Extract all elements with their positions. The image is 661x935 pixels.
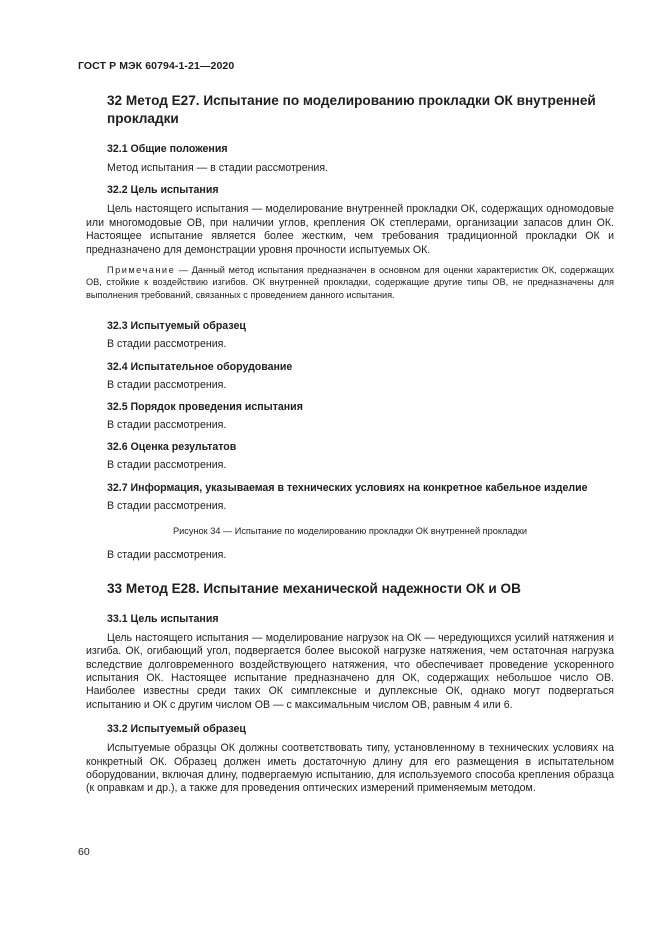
section-32-7-heading: 32.7 Информация, указываемая в технических условиях на конкретное кабельное изделие <box>107 481 588 494</box>
figure-34-caption: Рисунок 34 — Испытание по моделированию прокладки ОК внутренней прокладки <box>173 526 527 537</box>
note-text: — Данный метод испытания предназначен в основном для оценки характеристик ОК, содержащих ОВ, стойкие к воздействию изгибов. ОК внутренней прокладки, содержащие другие типы ОВ, не предназначены для выполнения требований, связанных с проведением данного испытания. <box>86 265 614 300</box>
note-label: Примечание <box>107 265 176 276</box>
document-header: ГОСТ Р МЭК 60794-1-21—2020 <box>78 60 235 72</box>
section-33-1-heading: 33.1 Цель испытания <box>107 612 219 625</box>
section-33-2-text: Испытуемые образцы ОК должны соответствовать типу, установленному в технических условиях на конкретный ОК. Образец должен иметь достаточную длину для его размещения в испытательном оборудовании, включая длину, подвергаемую испытанию, для используемого способа крепления образца (к оправкам и др.), а также для проведения оптических измерений применяемым методом. <box>86 742 614 795</box>
section-32-3-text: В стадии рассмотрения. <box>107 338 227 351</box>
section-32-title: 32 Метод Е27. Испытание по моделированию прокладки ОК внутренней прокладки <box>107 93 596 126</box>
section-32-5-text: В стадии рассмотрения. <box>107 419 227 432</box>
figure-34-status-text: В стадии рассмотрения. <box>107 549 227 562</box>
section-32-4-heading: 32.4 Испытательное оборудование <box>107 360 293 373</box>
section-32-5-heading: 32.5 Порядок проведения испытания <box>107 401 303 414</box>
section-33-2-heading: 33.2 Испытуемый образец <box>107 723 246 736</box>
section-32-7-text: В стадии рассмотрения. <box>107 499 227 512</box>
section-32-4-text: В стадии рассмотрения. <box>107 378 227 391</box>
section-32-2-text: Цель настоящего испытания — моделирование внутренней прокладки ОК, содержащих одномодовые или многомодовые ОВ, при наличии углов, крепления ОК степлерами, организации запасов длин ОК. Настоящее испытание является более жестким, чем требования традиционной прокладки ОК и предназначено для демонстрации уровня прочности испытуемых ОК. <box>86 203 614 256</box>
note-paragraph <box>86 264 614 301</box>
section-32-1-heading: 32.1 Общие положения <box>107 143 228 155</box>
section-32-3-heading: 32.3 Испытуемый образец <box>107 320 246 333</box>
section-32-6-heading: 32.6 Оценка результатов <box>107 441 237 454</box>
section-33-1-text: Цель настоящего испытания — моделирование нагрузок на ОК — чередующихся усилий натяжения и изгиба. ОК, огибающий угол, подвергается более высокой нагрузке натяжения, чем остаточная нагрузка вследствие долговременного воздействующего натяжения, что обеспечивает проведение ускоренного испытания ОК. Настоящее испытание предназначено для ОК, содержащих небольшое число ОВ. Наиболее известны среди таких ОК симплексные и дуплексные ОК, однако могут подвергаться испытанию и ОК с другим числом ОВ — с максимальным числом ОВ, равным 4 или 6. <box>86 631 614 711</box>
section-32-1-text: Метод испытания — в стадии рассмотрения. <box>107 162 329 174</box>
page-content <box>86 92 614 796</box>
page-number: 60 <box>78 846 90 858</box>
section-32-6-text: В стадии рассмотрения. <box>107 459 227 472</box>
section-32-2-heading: 32.2 Цель испытания <box>107 184 219 197</box>
section-33-title: 33 Метод Е28. Испытание механической надежности ОК и ОВ <box>107 580 521 596</box>
